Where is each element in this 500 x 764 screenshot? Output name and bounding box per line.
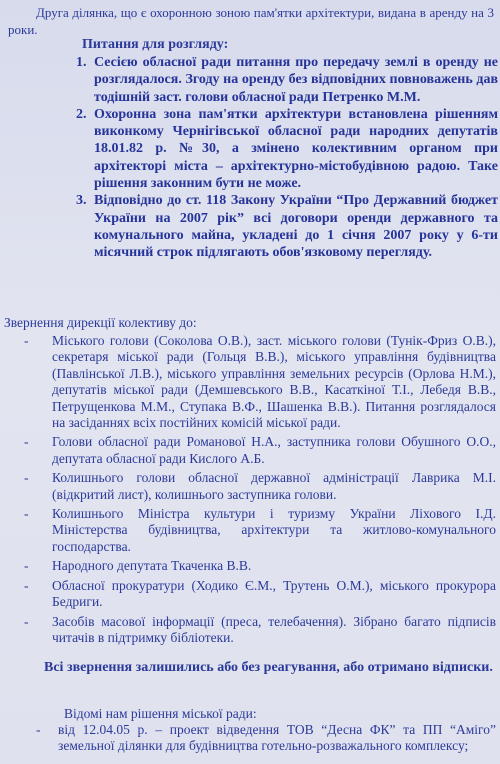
conclusion-paragraph: Всі звернення залишились або без реагування, або отримано відписки. [44,660,493,675]
decision-text: від 12.04.05 р. – проект відведення ТОВ “Десна ФК” та ПП “Аміго” земельної ділянки для будівництва готельно-розважального комплексу; [58,722,496,753]
appeal-item [24,506,496,555]
question-item [76,54,498,106]
known-decisions-heading: Відомі нам рішення міської ради: [64,706,257,721]
appeal-item [24,333,496,431]
question-number: 1. [76,55,87,70]
intro-paragraph: Друга ділянка, що є охоронною зоною пам'ятки архітектури, видана в аренду на 3 роки. [8,5,494,37]
appeals-list [24,333,496,649]
appeal-item [24,613,496,647]
decision-item [36,722,496,753]
question-text: Відповідно до ст. 118 Закону України “Про Державний бюджет України на 2007 рік” всі договори оренди державного та комунального майна, укладені до 1 січня 2007 року у 6-ти місячний строк підлягають обов'язковому перегляду. [94,193,498,261]
appeal-text: Міського голови (Соколова О.В.), заст. міського голови (Тунік-Фриз О.В.), секретаря міської ради (Гольця В.В.), міського управління будівництва (Павлінської Л.В.), міського управління земельних ресурсів (Орлова Н.М.), депутатів міської ради (Демшевського В.В., Касаткіної Т.І., Лебедя В.В., Петрущенкова М.М., Ступака В.Ф., Шашенка В.В.). Питання розглядалося на засіданнях всіх постійних комісій міської ради. [52,333,496,431]
appeal-text: Голови обласної ради Романової Н.А., заступника голови Обушного О.О., депутата обласної ради Кислого А.Б. [52,434,496,466]
question-text: Охоронна зона пам'ятки архітектури встановлена рішенням виконкому Чернігівської обласної ради народних депутатів 18.01.82 р. №30, а змінено колективним органом при архітекторі міста – архітектурно-містобудівною радою. Таке рішення законним бути не може. [94,106,498,192]
list-dash: - [24,558,29,574]
questions-heading: Питання для розгляду: [82,37,229,52]
list-dash: - [24,333,29,348]
appeal-text: Колишнього голови обласної державної адміністрації Лаврика М.І. (відкритий лист), колишнього заступника голови. [52,470,496,502]
questions-list [76,54,498,262]
decisions-list [36,722,496,753]
list-dash: - [24,613,29,629]
list-dash: - [36,722,41,737]
appeal-item [24,577,496,611]
question-number: 3. [76,193,87,209]
appeal-item [24,558,496,574]
question-text: Сесією обласної ради питання про передачу землі в оренду не розглядалося. Згоду на оренду без відповідних повноважень дав тодішній заст. голови обласної ради Петренко М.М. [94,55,498,105]
appeal-text: Народного депутата Ткаченка В.В. [52,558,252,574]
appeal-text: Обласної прокуратури (Ходико Є.М., Трутень О.М.), міського прокурора Бедриги. [52,577,496,610]
question-item [76,106,498,192]
list-dash: - [24,506,29,522]
appeal-item [24,470,496,503]
appeals-heading: Звернення дирекції колективу до: [4,315,197,330]
list-dash: - [24,577,29,593]
appeal-item [24,434,496,467]
list-dash: - [24,470,29,486]
appeal-text: Засобів масової інформації (преса, телебачення). Зібрано багато підписів читачів в підтримку бібліотеки. [52,613,496,645]
question-number: 2. [76,106,87,122]
appeal-text: Колишнього Міністра культури і туризму України Ліхового І.Д. Міністерства будівництва, архітектури та житлово-комунального господарства. [52,506,496,554]
list-dash: - [24,434,29,450]
question-item [76,192,498,261]
